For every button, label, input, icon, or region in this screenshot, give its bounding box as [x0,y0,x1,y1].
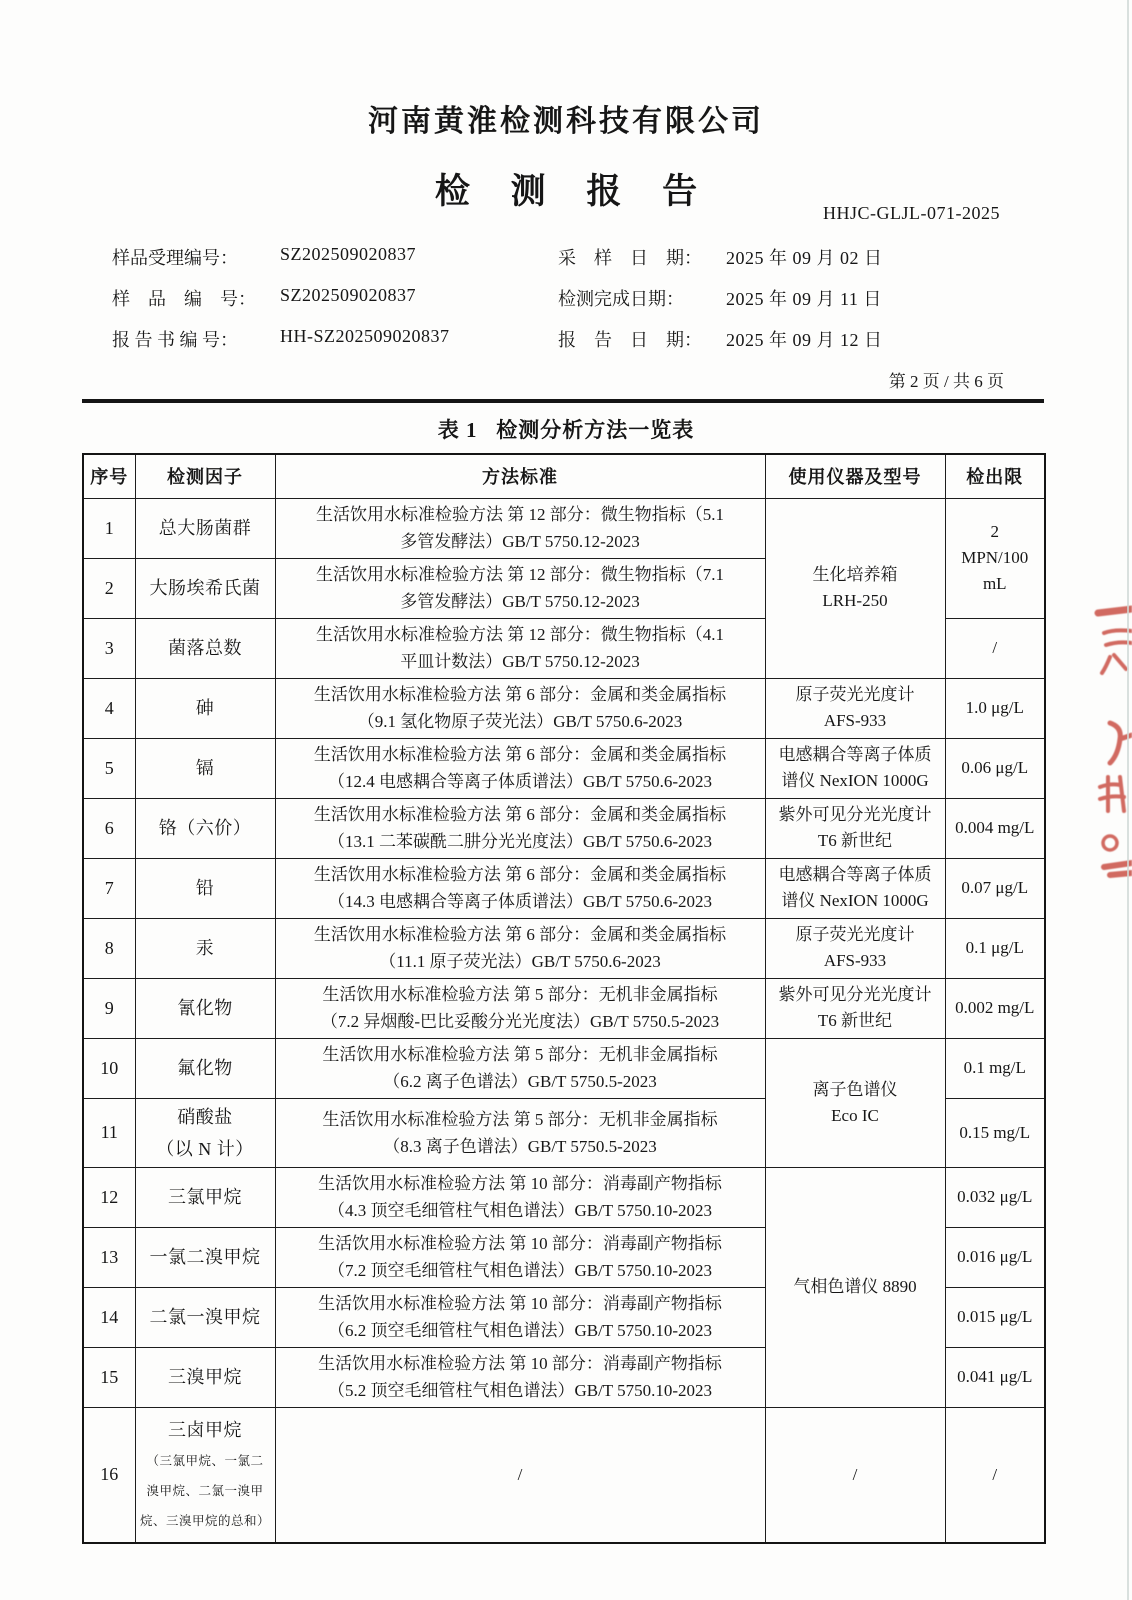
table-row [83,1167,1045,1227]
factor-cell: 二氯一溴甲烷 [135,1287,275,1347]
factor-cell: 菌落总数 [135,618,275,678]
report-code: HHJC-GLJL-071-2025 [823,203,1000,223]
row-number-cell: 11 [83,1098,135,1167]
methods-table-header [83,454,1045,498]
detection-limit-cell: 0.15 mg/L [945,1098,1045,1167]
test-complete-date-label: 检测完成日期： [558,288,684,309]
column-header: 检出限 [945,454,1045,498]
header-divider [82,399,1044,403]
row-number-cell: 14 [83,1287,135,1347]
method-standard-cell: 生活饮用水标准检验方法 第 5 部分：无机非金属指标 （7.2 异烟酸-巴比妥酸分光光度法）GB/T 5750.5-2023 [275,978,765,1038]
instrument-cell: 生化培养箱 LRH-250 [765,498,945,678]
factor-cell: 一氯二溴甲烷 [135,1227,275,1287]
method-standard-cell: 生活饮用水标准检验方法 第 5 部分：无机非金属指标 （8.3 离子色谱法）GB/T 5750.5-2023 [275,1098,765,1167]
method-standard-cell: 生活饮用水标准检验方法 第 12 部分：微生物指标（5.1 多管发酵法）GB/T 5750.12-2023 [275,498,765,558]
factor-cell: 三氯甲烷 [135,1167,275,1227]
table-row [83,498,1045,558]
method-standard-cell: 生活饮用水标准检验方法 第 6 部分：金属和类金属指标 （11.1 原子荧光法）GB/T 5750.6-2023 [275,918,765,978]
factor-cell: 砷 [135,678,275,738]
factor-cell: 铅 [135,858,275,918]
info-row [112,236,1132,277]
detection-limit-cell: 0.002 mg/L [945,978,1045,1038]
row-number-cell: 15 [83,1347,135,1407]
row-number-cell: 16 [83,1407,135,1543]
row-number-cell: 8 [83,918,135,978]
report-no-label: 报 告 书 编 号： [112,329,238,350]
method-standard-cell: 生活饮用水标准检验方法 第 10 部分：消毒副产物指标 （6.2 顶空毛细管柱气相色谱法）GB/T 5750.10-2023 [275,1287,765,1347]
detection-limit-cell: / [945,618,1045,678]
factor-cell: 硝酸盐 （以 N 计） [135,1098,275,1167]
sample-no-label: 样 品 编 号： [112,288,256,309]
sampling-date-label: 采 样 日 期： [558,247,702,268]
info-row [112,277,1132,318]
factor-cell: 总大肠菌群 [135,498,275,558]
detection-limit-cell: 0.032 μg/L [945,1167,1045,1227]
table-title: 表 1 检测分析方法一览表 [437,418,695,442]
instrument-cell: 离子色谱仪 Eco IC [765,1038,945,1167]
factor-cell: 镉 [135,738,275,798]
report-title: 检 测 报 告 [434,172,714,211]
instrument-cell: 电感耦合等离子体质 谱仪 NexION 1000G [765,858,945,918]
method-standard-cell: 生活饮用水标准检验方法 第 10 部分：消毒副产物指标 （5.2 顶空毛细管柱气相色谱法）GB/T 5750.10-2023 [275,1347,765,1407]
row-number-cell: 13 [83,1227,135,1287]
detection-limit-cell: 0.06 μg/L [945,738,1045,798]
method-standard-cell: 生活饮用水标准检验方法 第 12 部分：微生物指标（7.1 多管发酵法）GB/T 5750.12-2023 [275,558,765,618]
instrument-cell: 气相色谱仪 8890 [765,1167,945,1407]
instrument-cell: 紫外可见分光光度计 T6 新世纪 [765,978,945,1038]
report-date-value: 2025 年 09 月 12 日 [726,329,883,350]
table-row [83,858,1045,918]
table-row [83,918,1045,978]
sample-info-block [112,236,1132,359]
factor-cell: 铬（六价） [135,798,275,858]
detection-limit-cell: 0.1 mg/L [945,1038,1045,1098]
row-number-cell: 4 [83,678,135,738]
detection-limit-cell: 0.015 μg/L [945,1287,1045,1347]
factor-cell: 氟化物 [135,1038,275,1098]
row-number-cell: 7 [83,858,135,918]
instrument-cell: 紫外可见分光光度计 T6 新世纪 [765,798,945,858]
detection-limit-cell: / [945,1407,1045,1543]
table-row [83,798,1045,858]
detection-limit-cell: 0.07 μg/L [945,858,1045,918]
test-complete-date-value: 2025 年 09 月 11 日 [726,288,882,309]
method-standard-cell: / [275,1407,765,1543]
title-row [0,164,1132,222]
report-no-value: HH-SZ202509020837 [280,325,450,346]
detection-limit-cell: 2 MPN/100 mL [945,498,1045,618]
factor-cell: 氰化物 [135,978,275,1038]
detection-limit-cell: 0.016 μg/L [945,1227,1045,1287]
instrument-cell: 原子荧光光度计 AFS-933 [765,918,945,978]
column-header: 方法标准 [275,454,765,498]
page-number: 第 2 页 / 共 6 页 [888,372,1004,391]
report-date-label: 报 告 日 期： [558,329,702,350]
method-standard-cell: 生活饮用水标准检验方法 第 10 部分：消毒副产物指标 （4.3 顶空毛细管柱气相色谱法）GB/T 5750.10-2023 [275,1167,765,1227]
table-row [83,1038,1045,1098]
table-row [83,738,1045,798]
detection-limit-cell: 0.004 mg/L [945,798,1045,858]
detection-limit-cell: 0.1 μg/L [945,918,1045,978]
row-number-cell: 6 [83,798,135,858]
info-row [112,318,1132,359]
method-standard-cell: 生活饮用水标准检验方法 第 6 部分：金属和类金属指标 （14.3 电感耦合等离子体质谱法）GB/T 5750.6-2023 [275,858,765,918]
methods-table [82,453,1046,1544]
row-number-cell: 2 [83,558,135,618]
detection-limit-cell: 1.0 μg/L [945,678,1045,738]
table-row [83,1407,1045,1543]
factor-cell: 汞 [135,918,275,978]
table-row [83,978,1045,1038]
method-standard-cell: 生活饮用水标准检验方法 第 12 部分：微生物指标（4.1 平皿计数法）GB/T 5750.12-2023 [275,618,765,678]
instrument-cell: 原子荧光光度计 AFS-933 [765,678,945,738]
methods-table-body [83,498,1045,1543]
column-header: 检测因子 [135,454,275,498]
row-number-cell: 3 [83,618,135,678]
table-row [83,678,1045,738]
row-number-cell: 10 [83,1038,135,1098]
row-number-cell: 5 [83,738,135,798]
scan-edge-line [1127,0,1129,1600]
company-name: 河南黄淮检测科技有限公司 [368,105,764,138]
row-number-cell: 9 [83,978,135,1038]
sample-acceptance-no-label: 样品受理编号： [112,247,238,268]
factor-cell: 大肠埃希氏菌 [135,558,275,618]
method-standard-cell: 生活饮用水标准检验方法 第 10 部分：消毒副产物指标 （7.2 顶空毛细管柱气相色谱法）GB/T 5750.10-2023 [275,1227,765,1287]
column-header: 序号 [83,454,135,498]
stamp-fragment-icon [1080,605,1132,885]
row-number-cell: 1 [83,498,135,558]
sample-no-value: SZ202509020837 [280,284,417,305]
method-standard-cell: 生活饮用水标准检验方法 第 6 部分：金属和类金属指标 （12.4 电感耦合等离子体质谱法）GB/T 5750.6-2023 [275,738,765,798]
sample-acceptance-no-value: SZ202509020837 [280,243,417,264]
instrument-cell: / [765,1407,945,1543]
instrument-cell: 电感耦合等离子体质 谱仪 NexION 1000G [765,738,945,798]
sampling-date-value: 2025 年 09 月 02 日 [726,247,883,268]
method-standard-cell: 生活饮用水标准检验方法 第 6 部分：金属和类金属指标 （13.1 二苯碳酰二肼分光光度法）GB/T 5750.6-2023 [275,798,765,858]
method-standard-cell: 生活饮用水标准检验方法 第 6 部分：金属和类金属指标 （9.1 氢化物原子荧光法）GB/T 5750.6-2023 [275,678,765,738]
method-standard-cell: 生活饮用水标准检验方法 第 5 部分：无机非金属指标 （6.2 离子色谱法）GB/T 5750.5-2023 [275,1038,765,1098]
detection-limit-cell: 0.041 μg/L [945,1347,1045,1407]
factor-cell: 三溴甲烷 [135,1347,275,1407]
column-header: 使用仪器及型号 [765,454,945,498]
row-number-cell: 12 [83,1167,135,1227]
factor-cell: 三卤甲烷 （三氯甲烷、一氯二 溴甲烷、二氯一溴甲 烷、三溴甲烷的总和） [135,1407,275,1543]
